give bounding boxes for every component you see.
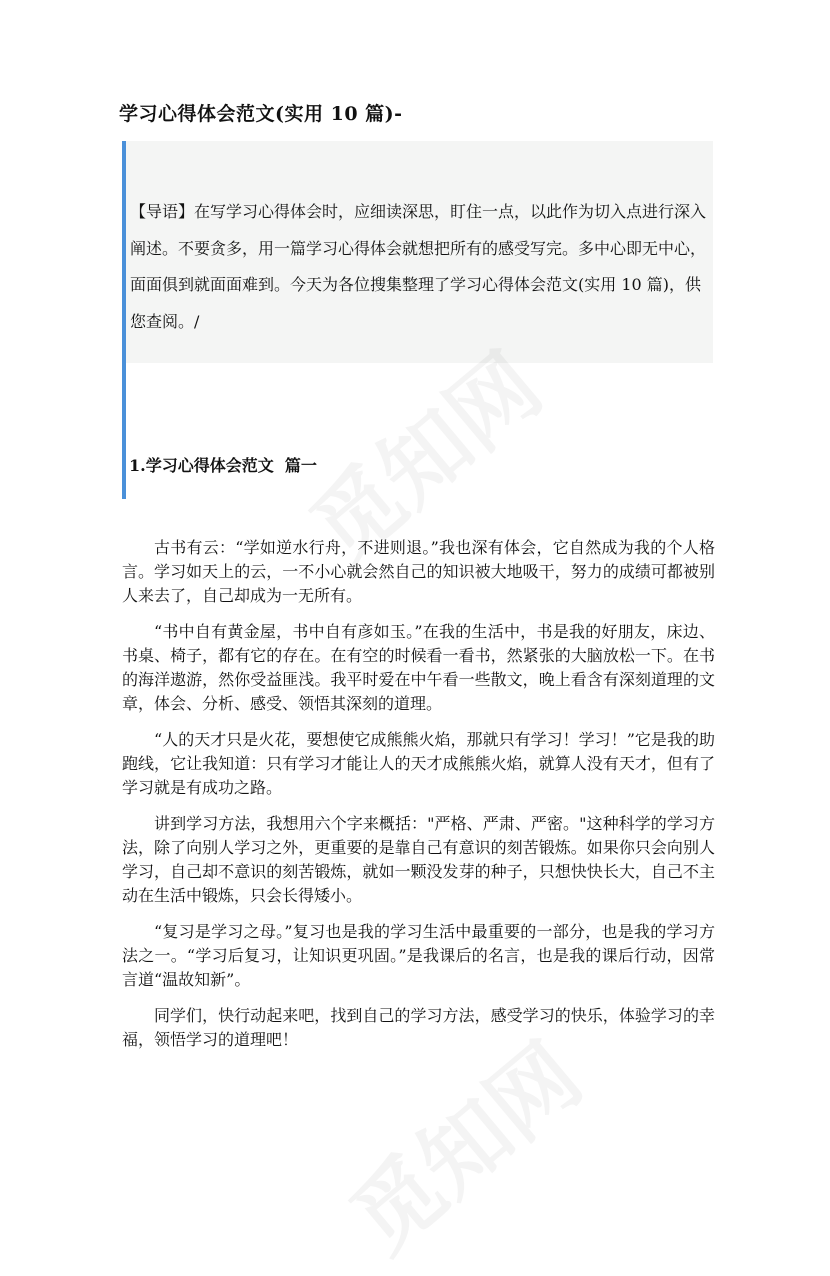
- section-heading: 1.学习心得体会范文 篇一: [129, 456, 317, 475]
- section-accent-bar: [122, 363, 126, 499]
- document-title: 学习心得体会范文(实用 10 篇)-: [119, 103, 403, 125]
- paragraph: “复习是学习之母。”复习也是我的学习生活中最重要的一部分，也是我的学习方法之一。“学习后复习，让知识更巩固。”是我课后的名言，也是我的课后行动，因常言道“温故知新”。: [122, 922, 715, 989]
- paragraph: 讲到学习方法，我想用六个字来概括："严格、严肃、严密。"这种科学的学习方法，除了向别人学习之外，更重要的是靠自己有意识的刻苦锻炼。如果你只会向别人学习，自己却不意识的刻苦锻炼，就如一颗没发芽的种子，只想快快长大，自己不主动在生活中锻炼，只会长得矮小。: [122, 814, 715, 905]
- paragraph: 同学们，快行动起来吧，找到自己的学习方法，感受学习的快乐，体验学习的幸福，领悟学习的道理吧！: [122, 1006, 715, 1049]
- intro-text: 【导语】在写学习心得体会时，应细读深思，盯住一点，以此作为切入点进行深入阐述。不要贪多，用一篇学习心得体会就想把所有的感受写完。多中心即无中心，面面俱到就面面难到。今天为各位搜集整理了学习心得体会范文(实用 10 篇)，供您查阅。/: [130, 202, 707, 331]
- article-body: [122, 536, 715, 1064]
- paragraph: 古书有云：“学如逆水行舟，不进则退。”我也深有体会，它自然成为我的个人格言。学习如天上的云，一不小心就会然自己的知识被大地吸干，努力的成绩可都被别人来去了，自己却成为一无所有。: [122, 538, 715, 605]
- paragraph: “书中自有黄金屋，书中自有彦如玉。”在我的生活中，书是我的好朋友，床边、书桌、椅子，都有它的存在。在有空的时候看一看书，然紧张的大脑放松一下。在书的海洋遨游，然你受益匪浅。我平时爱在中午看一些散文，晚上看含有深刻道理的文章，体会、分析、感受、领悟其深刻的道理。: [122, 622, 715, 713]
- paragraph: “人的天才只是火花，要想使它成熊熊火焰，那就只有学习！学习！”它是我的助跑线，它让我知道：只有学习才能让人的天才成熊熊火焰，就算人没有天才，但有了学习就是有成功之路。: [122, 730, 715, 797]
